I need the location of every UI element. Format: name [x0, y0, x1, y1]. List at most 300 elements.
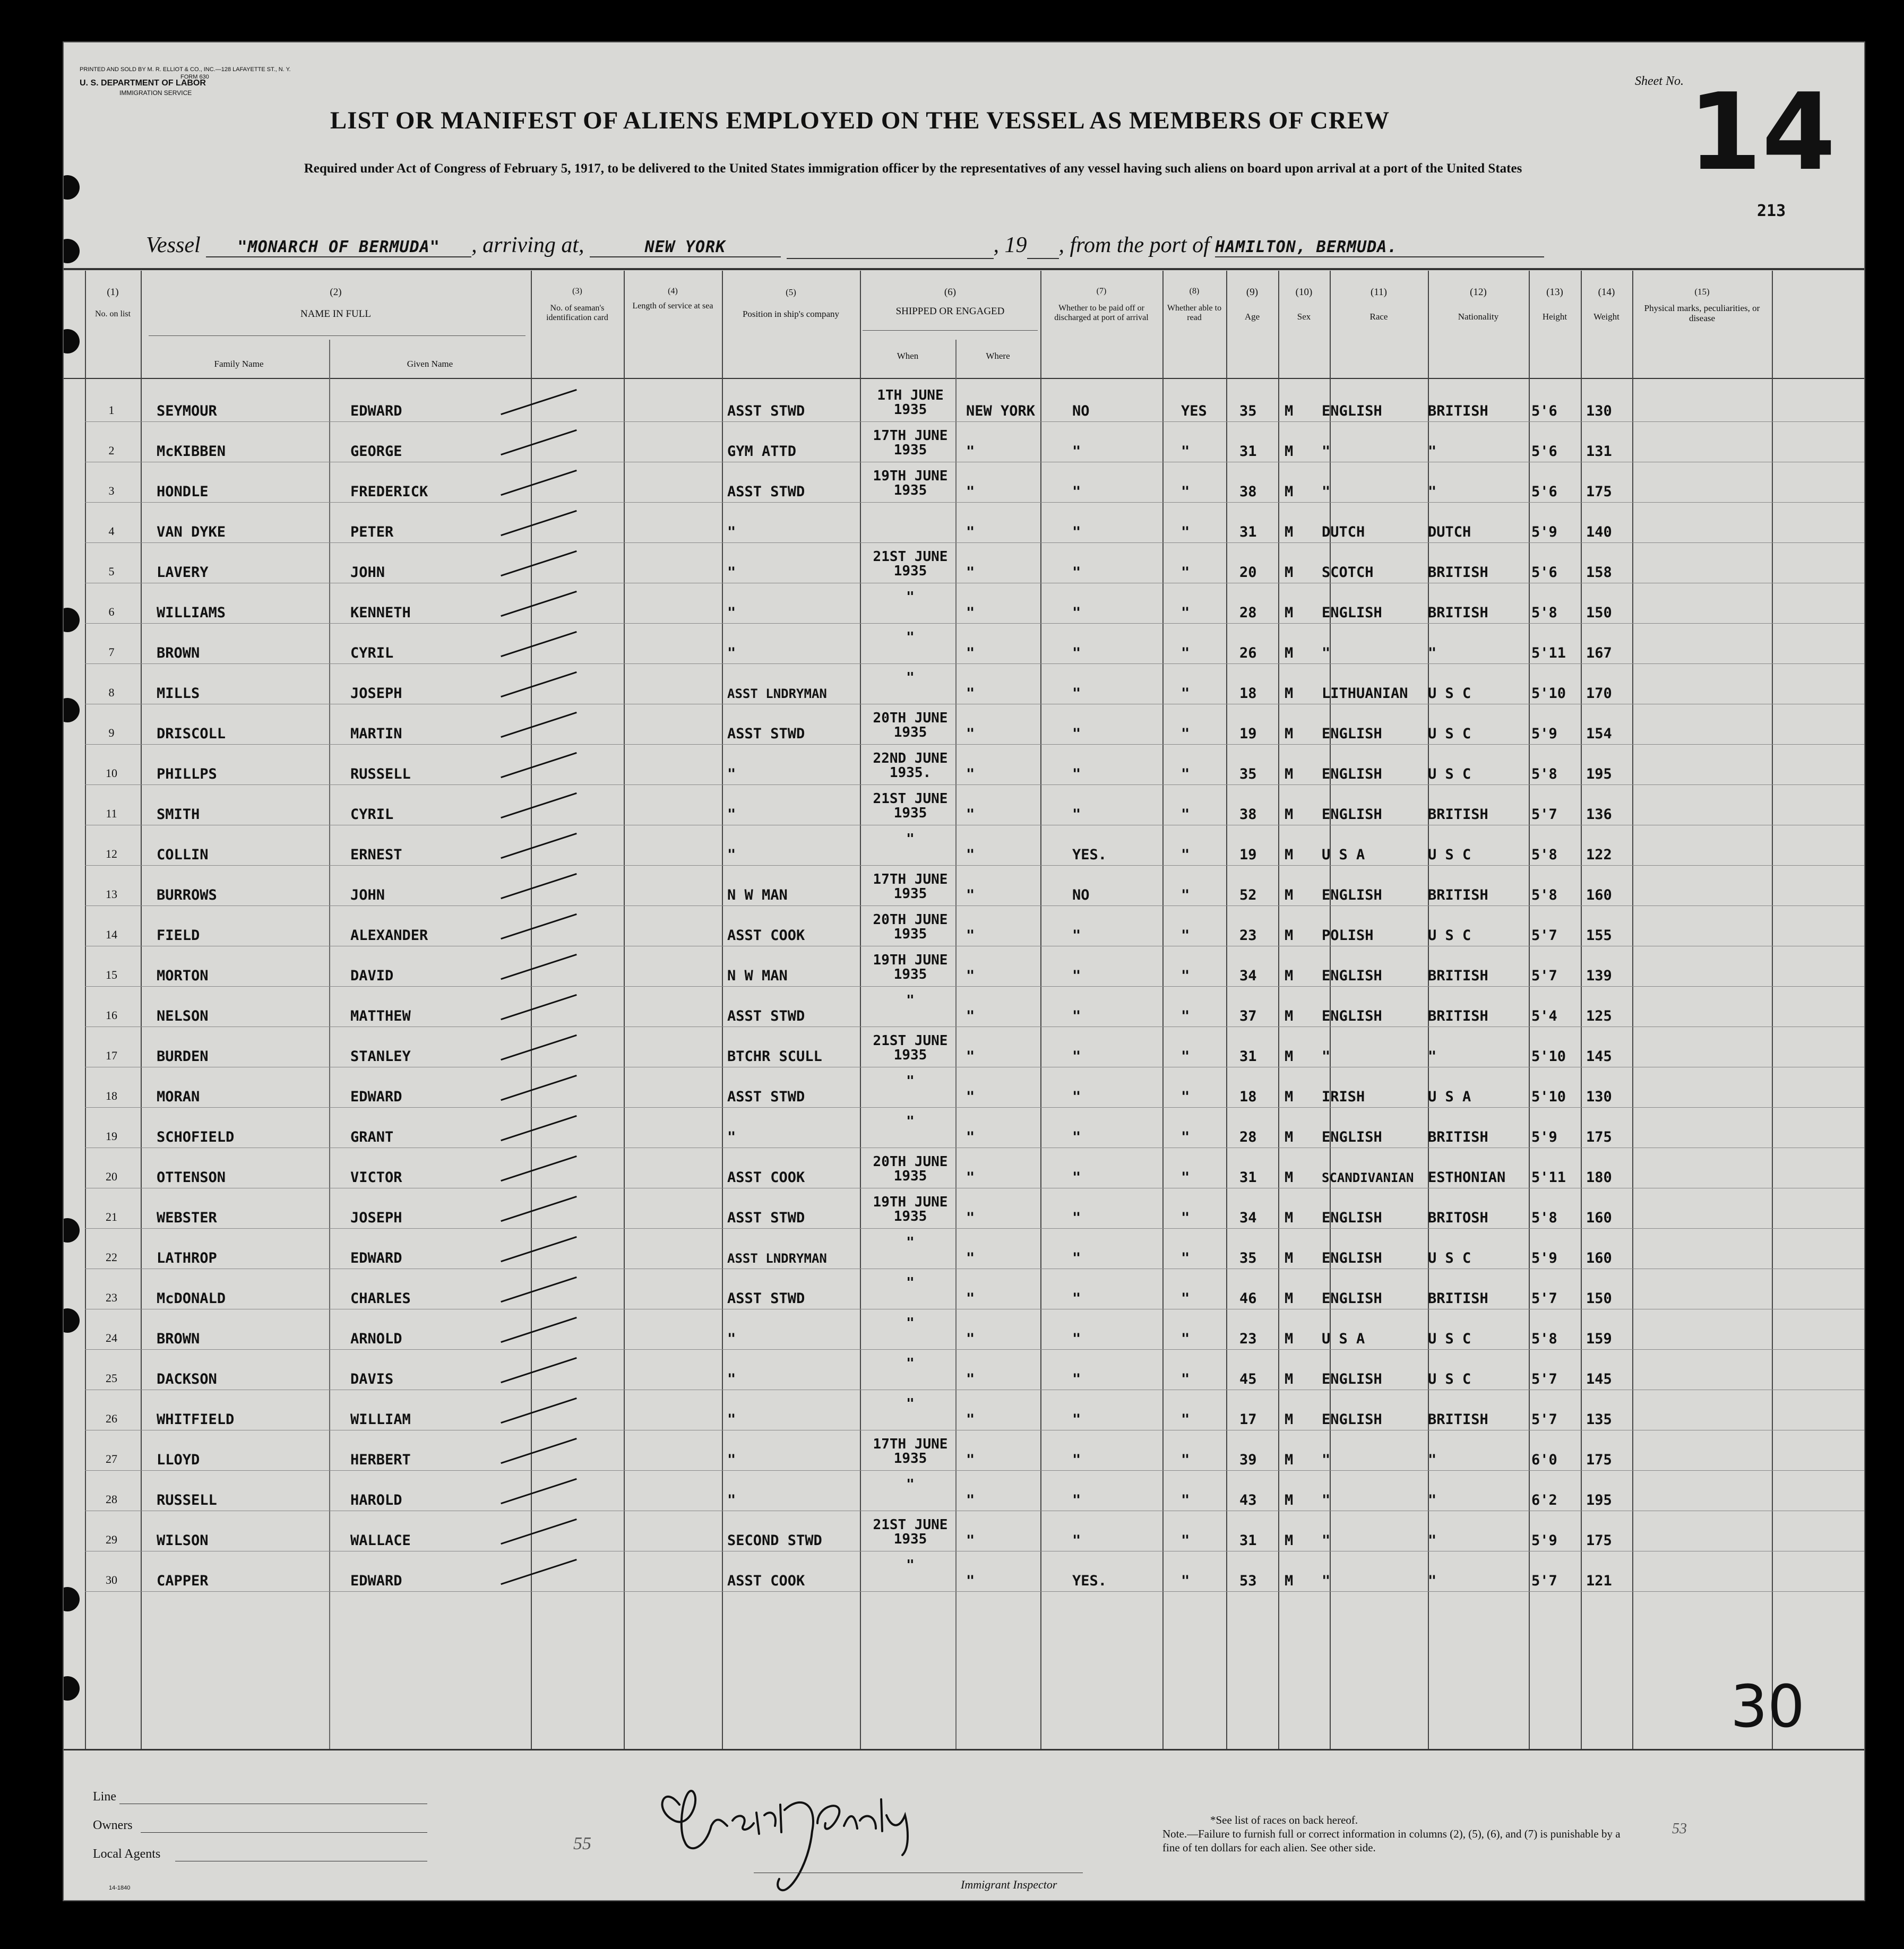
able-to-read: "	[1181, 806, 1190, 823]
race: U S A	[1322, 1331, 1365, 1347]
race: ENGLISH	[1322, 403, 1382, 419]
engaged-where: "	[966, 806, 975, 823]
year-blank	[1027, 232, 1059, 259]
height: 5'9	[1531, 1129, 1557, 1145]
row-rule	[85, 421, 1864, 422]
race: LITHUANIAN	[1322, 685, 1408, 702]
punch-hole	[63, 239, 80, 263]
engaged-when: "	[906, 831, 915, 847]
id-card-check-mark	[501, 1398, 577, 1424]
row-rule	[85, 1591, 1864, 1592]
able-to-read: "	[1181, 645, 1190, 661]
race-note: *See list of races on back hereof.	[1210, 1814, 1358, 1826]
sex: M	[1285, 887, 1294, 903]
engaged-where: "	[966, 1250, 975, 1266]
race: ENGLISH	[1322, 806, 1382, 823]
row-number: 3	[108, 484, 115, 497]
family-name: WHITFIELD	[157, 1411, 235, 1428]
engaged-where: "	[966, 1411, 975, 1428]
paid-off: "	[1072, 564, 1081, 581]
able-to-read: "	[1181, 1250, 1190, 1266]
row-number: 20	[106, 1170, 117, 1183]
id-card-check-mark	[501, 1115, 577, 1141]
paid-off: "	[1072, 685, 1081, 702]
family-name: SMITH	[157, 806, 200, 823]
given-name: KENNETH	[350, 605, 411, 621]
engaged-when: "	[906, 1275, 915, 1291]
height: 5'11	[1531, 645, 1566, 661]
weight: 155	[1586, 927, 1612, 944]
punch-hole	[63, 698, 80, 722]
sex: M	[1285, 726, 1294, 742]
engaged-when: "	[906, 993, 915, 1008]
nationality: U S C	[1428, 685, 1471, 702]
age: 31	[1239, 1169, 1257, 1186]
family-name: BURROWS	[157, 887, 217, 903]
able-to-read: "	[1181, 968, 1190, 984]
sex: M	[1285, 403, 1294, 419]
weight: 159	[1586, 1331, 1612, 1347]
id-card-check-mark	[501, 954, 577, 980]
id-card-check-mark	[501, 1438, 577, 1464]
id-card-check-mark	[501, 712, 577, 738]
sex: M	[1285, 645, 1294, 661]
weight: 145	[1586, 1371, 1612, 1387]
paid-off: "	[1072, 645, 1081, 661]
id-card-check-mark	[501, 1357, 577, 1383]
nationality: BRITISH	[1428, 1129, 1488, 1145]
given-name: JOHN	[350, 564, 385, 581]
weight: 145	[1586, 1048, 1612, 1065]
engaged-where: "	[966, 1573, 975, 1589]
age: 34	[1239, 1210, 1257, 1226]
position: ASST LNDRYMAN	[727, 686, 827, 701]
height: 5'4	[1531, 1008, 1557, 1024]
engaged-where: NEW YORK	[966, 403, 1036, 419]
paid-off: "	[1072, 968, 1081, 984]
race: "	[1322, 484, 1331, 500]
race: ENGLISH	[1322, 1129, 1382, 1145]
engaged-when: "	[906, 1356, 915, 1372]
family-name: VAN DYKE	[157, 524, 226, 540]
family-name: RUSSELL	[157, 1492, 217, 1508]
nationality: BRITISH	[1428, 564, 1488, 581]
sex: M	[1285, 1089, 1294, 1105]
family-name: LATHROP	[157, 1250, 217, 1266]
paid-off: "	[1072, 726, 1081, 742]
given-name: CYRIL	[350, 806, 394, 823]
arriving-label: , arriving at,	[471, 233, 584, 257]
given-name: CYRIL	[350, 645, 394, 661]
able-to-read: "	[1181, 1008, 1190, 1024]
race: ENGLISH	[1322, 1008, 1382, 1024]
sex: M	[1285, 1573, 1294, 1589]
position: "	[727, 645, 736, 661]
height: 5'8	[1531, 605, 1557, 621]
given-name: EDWARD	[350, 1250, 402, 1266]
height: 5'8	[1531, 766, 1557, 782]
sex: M	[1285, 524, 1294, 540]
engaged-where: "	[966, 847, 975, 863]
able-to-read: "	[1181, 1169, 1190, 1186]
race: "	[1322, 1492, 1331, 1508]
height: 5'6	[1531, 484, 1557, 500]
engaged-when: 20TH JUNE 1935	[873, 912, 948, 942]
able-to-read: "	[1181, 524, 1190, 540]
position: "	[727, 1492, 736, 1508]
given-name: JOSEPH	[350, 685, 402, 702]
row-number: 27	[106, 1452, 117, 1465]
race: IRISH	[1322, 1089, 1365, 1105]
weight: 154	[1586, 726, 1612, 742]
punch-hole	[63, 329, 80, 353]
given-name: DAVID	[350, 968, 394, 984]
position: ASST LNDRYMAN	[727, 1251, 827, 1266]
engaged-where: "	[966, 484, 975, 500]
race: ENGLISH	[1322, 1250, 1382, 1266]
local-agents-label: Local Agents	[93, 1847, 161, 1861]
age: 43	[1239, 1492, 1257, 1508]
col-9-header: (9) Age	[1244, 287, 1260, 322]
race: POLISH	[1322, 927, 1374, 944]
id-card-check-mark	[501, 792, 577, 818]
nationality: "	[1428, 1048, 1437, 1065]
sex: M	[1285, 443, 1294, 460]
age: 31	[1239, 443, 1257, 460]
family-name: DRISCOLL	[157, 726, 226, 742]
sex: M	[1285, 927, 1294, 944]
weight: 121	[1586, 1573, 1612, 1589]
engaged-where: "	[966, 645, 975, 661]
age: 37	[1239, 1008, 1257, 1024]
punch-hole	[63, 1308, 80, 1333]
age: 46	[1239, 1290, 1257, 1307]
able-to-read: "	[1181, 1089, 1190, 1105]
id-card-check-mark	[501, 1034, 577, 1060]
engaged-when: 17TH JUNE 1935	[873, 1436, 948, 1467]
weight: 175	[1586, 484, 1612, 500]
id-card-check-mark	[501, 631, 577, 657]
engaged-when: 19TH JUNE 1935	[873, 1194, 948, 1224]
engaged-when: "	[906, 1114, 915, 1129]
given-name: WILLIAM	[350, 1411, 411, 1428]
race: U S A	[1322, 847, 1365, 863]
age: 31	[1239, 1048, 1257, 1065]
id-card-check-mark	[501, 1236, 577, 1262]
sex: M	[1285, 1532, 1294, 1549]
age: 34	[1239, 968, 1257, 984]
row-number: 6	[108, 605, 115, 618]
engaged-where: "	[966, 1129, 975, 1145]
shipped-subheader-rule	[863, 330, 1038, 331]
paid-off: YES.	[1072, 1573, 1107, 1589]
position: ASST STWD	[727, 1290, 805, 1307]
form-number: FORM 630	[180, 74, 209, 80]
nationality: BRITISH	[1428, 968, 1488, 984]
height: 5'7	[1531, 1290, 1557, 1307]
weight: 122	[1586, 847, 1612, 863]
given-name: PETER	[350, 524, 394, 540]
sex: M	[1285, 1250, 1294, 1266]
age: 35	[1239, 1250, 1257, 1266]
engaged-where: "	[966, 1290, 975, 1307]
height: 5'6	[1531, 403, 1557, 419]
given-name: RUSSELL	[350, 766, 411, 782]
position: "	[727, 605, 736, 621]
given-name: EDWARD	[350, 1573, 402, 1589]
age: 19	[1239, 847, 1257, 863]
row-number: 4	[108, 524, 115, 538]
age: 28	[1239, 605, 1257, 621]
service: IMMIGRATION SERVICE	[119, 89, 192, 97]
height: 5'6	[1531, 564, 1557, 581]
age: 45	[1239, 1371, 1257, 1387]
id-card-check-mark	[501, 1277, 577, 1303]
age: 31	[1239, 1532, 1257, 1549]
punch-hole	[63, 1587, 80, 1611]
sex: M	[1285, 806, 1294, 823]
given-name: EDWARD	[350, 1089, 402, 1105]
given-name: VICTOR	[350, 1169, 402, 1186]
age: 23	[1239, 927, 1257, 944]
given-name: GEORGE	[350, 443, 402, 460]
age: 19	[1239, 726, 1257, 742]
row-number: 28	[106, 1493, 117, 1506]
height: 5'10	[1531, 685, 1566, 702]
paid-off: "	[1072, 1290, 1081, 1307]
nationality: BRITISH	[1428, 605, 1488, 621]
sex: M	[1285, 1290, 1294, 1307]
page-subtitle: Required under Act of Congress of February 5, 1917, to be delivered to the United States immigration officer by the representatives of any vessel having such aliens on board upon arrival at a port of the United States	[304, 161, 1522, 176]
height: 5'10	[1531, 1048, 1566, 1065]
nationality: U S C	[1428, 1331, 1471, 1347]
paid-off: "	[1072, 443, 1081, 460]
given-name: GRANT	[350, 1129, 394, 1145]
able-to-read: "	[1181, 685, 1190, 702]
id-card-check-mark	[501, 752, 577, 778]
sex: M	[1285, 766, 1294, 782]
row-rule	[85, 1470, 1864, 1471]
col-8-header: (8) Whether able to read	[1167, 287, 1222, 322]
paid-off: "	[1072, 766, 1081, 782]
paid-off: "	[1072, 1089, 1081, 1105]
given-name: EDWARD	[350, 403, 402, 419]
paid-off: YES.	[1072, 847, 1107, 863]
position: "	[727, 1371, 736, 1387]
name-divider	[329, 340, 330, 1749]
able-to-read: "	[1181, 847, 1190, 863]
id-card-check-mark	[501, 1155, 577, 1182]
sheet-number: 14	[1688, 71, 1836, 194]
family-name: PHILLPS	[157, 766, 217, 782]
race: "	[1322, 1048, 1331, 1065]
position: "	[727, 766, 736, 782]
age: 35	[1239, 766, 1257, 782]
row-number: 26	[106, 1412, 117, 1425]
sex: M	[1285, 1210, 1294, 1226]
age: 23	[1239, 1331, 1257, 1347]
engaged-when: 19TH JUNE 1935	[873, 952, 948, 982]
handwritten-total: 30	[1730, 1672, 1805, 1740]
race: "	[1322, 443, 1331, 460]
year-label: , 19	[993, 233, 1027, 257]
sex: M	[1285, 1008, 1294, 1024]
race: ENGLISH	[1322, 605, 1382, 621]
id-card-check-mark	[501, 470, 577, 496]
sex: M	[1285, 968, 1294, 984]
row-number: 19	[106, 1129, 117, 1143]
nationality: U S C	[1428, 1250, 1471, 1266]
family-name: CAPPER	[157, 1573, 209, 1589]
col-7-header: (7) Whether to be paid off or discharged at port of arrival	[1054, 287, 1149, 322]
row-number: 13	[106, 887, 117, 901]
position: N W MAN	[727, 968, 788, 984]
sex: M	[1285, 685, 1294, 702]
family-name: WILSON	[157, 1532, 209, 1549]
weight: 139	[1586, 968, 1612, 984]
col-14-header: (14) Weight	[1593, 287, 1619, 322]
engaged-when: 20TH JUNE 1935	[873, 1154, 948, 1184]
paid-off: NO	[1072, 403, 1090, 419]
weight: 135	[1586, 1411, 1612, 1428]
position: ASST STWD	[727, 403, 805, 419]
height: 5'9	[1531, 524, 1557, 540]
id-card-check-mark	[501, 591, 577, 617]
from-label: , from the port of	[1058, 233, 1210, 257]
id-card-check-mark	[501, 1519, 577, 1545]
punch-hole	[63, 175, 80, 200]
family-name: WEBSTER	[157, 1210, 217, 1226]
row-rule	[85, 623, 1864, 624]
paid-off: "	[1072, 484, 1081, 500]
family-name: LLOYD	[157, 1452, 200, 1468]
engaged-when: 21ST JUNE 1935	[873, 791, 948, 821]
age: 18	[1239, 685, 1257, 702]
nationality: U S C	[1428, 847, 1471, 863]
engaged-where: "	[966, 968, 975, 984]
id-card-check-mark	[501, 1196, 577, 1222]
paid-off: "	[1072, 1048, 1081, 1065]
position: ASST STWD	[727, 1089, 805, 1105]
col-13-header: (13) Height	[1542, 287, 1567, 322]
age: 20	[1239, 564, 1257, 581]
given-name: JOHN	[350, 887, 385, 903]
race: ENGLISH	[1322, 726, 1382, 742]
height: 5'7	[1531, 1371, 1557, 1387]
weight: 136	[1586, 806, 1612, 823]
row-rule	[85, 1228, 1864, 1229]
paid-off: "	[1072, 1008, 1081, 1024]
line-label: Line	[93, 1790, 116, 1804]
engaged-when: 22ND JUNE 1935.	[873, 751, 948, 781]
race: "	[1322, 1532, 1331, 1549]
engaged-where: "	[966, 605, 975, 621]
engaged-when: "	[906, 1073, 915, 1089]
inspector-signature	[642, 1762, 940, 1895]
race: ENGLISH	[1322, 887, 1382, 903]
family-name: OTTENSON	[157, 1169, 226, 1186]
engaged-where: "	[966, 1210, 975, 1226]
able-to-read: "	[1181, 1048, 1190, 1065]
given-name: FREDERICK	[350, 484, 428, 500]
position: ASST STWD	[727, 726, 805, 742]
given-name: CHARLES	[350, 1290, 411, 1307]
family-name: MILLS	[157, 685, 200, 702]
paid-off: "	[1072, 605, 1081, 621]
race: DUTCH	[1322, 524, 1365, 540]
owners-label: Owners	[93, 1818, 133, 1832]
race: SCOTCH	[1322, 564, 1374, 581]
weight: 150	[1586, 1290, 1612, 1307]
nationality: U S C	[1428, 726, 1471, 742]
given-name: ARNOLD	[350, 1331, 402, 1347]
row-number: 21	[106, 1210, 117, 1223]
weight: 160	[1586, 1250, 1612, 1266]
sex: M	[1285, 484, 1294, 500]
row-number: 7	[108, 645, 115, 659]
able-to-read: "	[1181, 484, 1190, 500]
engaged-where: "	[966, 443, 975, 460]
nationality: "	[1428, 443, 1437, 460]
engaged-where: "	[966, 887, 975, 903]
row-number: 1	[108, 403, 115, 417]
family-name: SEYMOUR	[157, 403, 217, 419]
col-10-header: (10) Sex	[1295, 287, 1313, 322]
given-name: HERBERT	[350, 1452, 411, 1468]
age: 26	[1239, 645, 1257, 661]
family-name: DACKSON	[157, 1371, 217, 1387]
position: "	[727, 1129, 736, 1145]
sex: M	[1285, 1411, 1294, 1428]
margin-note-2: 53	[1672, 1821, 1687, 1837]
department: U. S. DEPARTMENT OF LABOR	[80, 79, 206, 88]
height: 5'7	[1531, 927, 1557, 944]
col-11-header: (11) Race	[1369, 287, 1388, 322]
engaged-when: "	[906, 589, 915, 605]
table-top-border	[64, 268, 1864, 270]
row-number: 10	[106, 766, 117, 780]
row-number: 30	[106, 1573, 117, 1586]
able-to-read: YES	[1181, 403, 1207, 419]
position: "	[727, 524, 736, 540]
race: ENGLISH	[1322, 1210, 1382, 1226]
margin-note: 55	[573, 1834, 591, 1853]
paid-off: "	[1072, 1411, 1081, 1428]
engaged-when: "	[906, 1396, 915, 1412]
paid-off: "	[1072, 1169, 1081, 1186]
given-name: MATTHEW	[350, 1008, 411, 1024]
age: 31	[1239, 524, 1257, 540]
name-subheader-rule	[149, 335, 525, 336]
able-to-read: "	[1181, 1452, 1190, 1468]
sex: M	[1285, 605, 1294, 621]
paid-off: "	[1072, 1250, 1081, 1266]
position: "	[727, 1411, 736, 1428]
col-3-header: (3) No. of seaman's identification card	[546, 287, 608, 322]
row-number: 16	[106, 1008, 117, 1022]
inspector-label: Immigrant Inspector	[961, 1878, 1057, 1891]
engaged-when: "	[906, 1315, 915, 1331]
row-number: 5	[108, 565, 115, 578]
punch-hole	[63, 608, 80, 632]
id-card-check-mark	[501, 994, 577, 1020]
row-number: 11	[106, 807, 117, 820]
position: ASST STWD	[727, 484, 805, 500]
height: 5'8	[1531, 847, 1557, 863]
row-rule	[85, 542, 1864, 543]
row-number: 9	[108, 726, 115, 739]
nationality: BRITISH	[1428, 887, 1488, 903]
